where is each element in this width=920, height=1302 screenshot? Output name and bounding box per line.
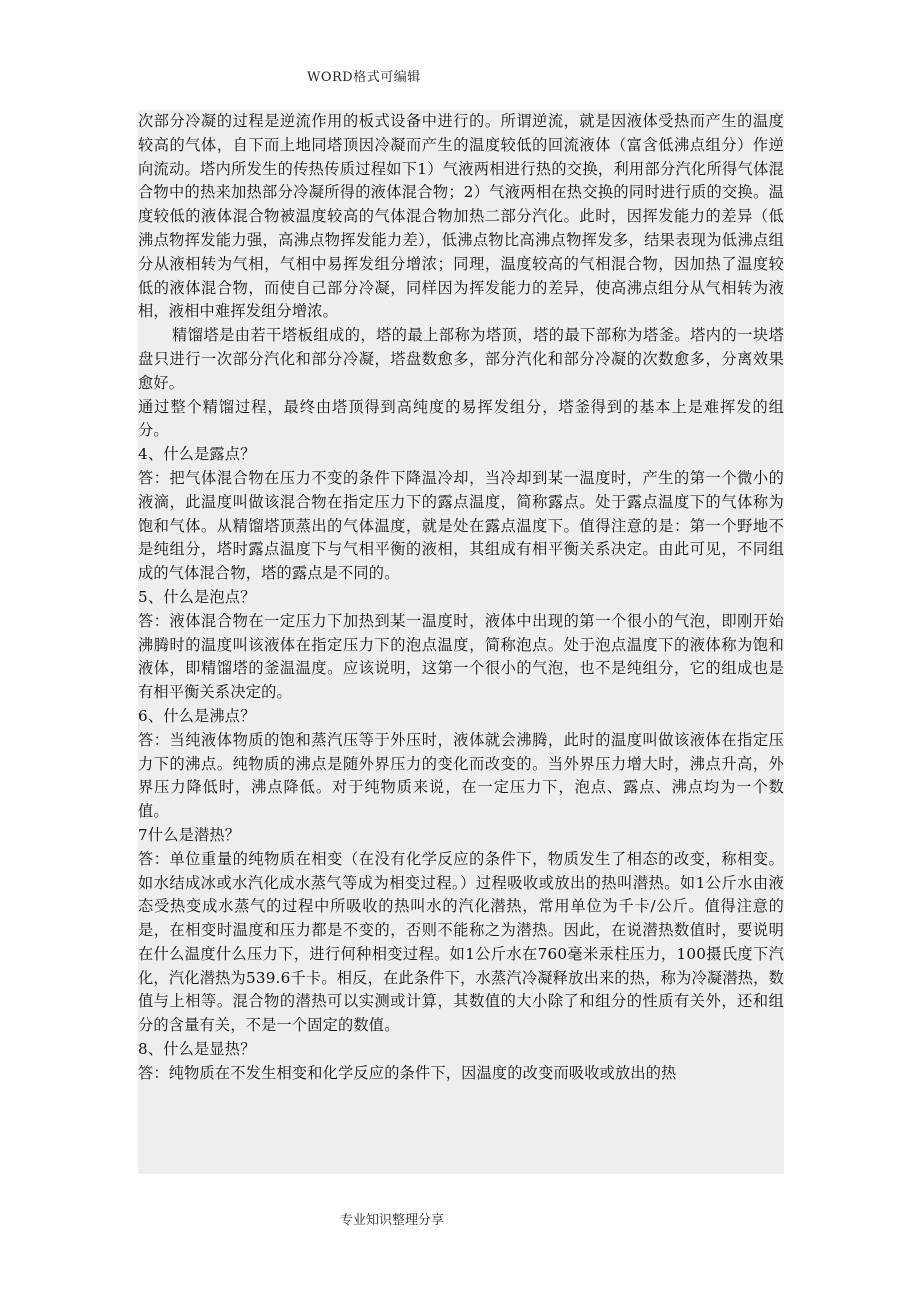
paragraph-tower-structure: 精馏塔是由若干塔板组成的，塔的最上部称为塔顶，塔的最下部称为塔釜。塔内的一块塔盘只进行一次部分汽化和部分冷凝，塔盘数愈多，部分汽化和部分冷凝的次数愈多，分离效果愈好。 <box>138 326 784 392</box>
question-boiling-point: 6、什么是沸点？ <box>138 706 256 725</box>
question-sensible-heat: 8、什么是显热？ <box>138 1040 256 1059</box>
paragraph-counterflow: 次部分冷凝的过程是逆流作用的板式设备中进行的。所谓逆流，就是因液体受热而产生的温度较高的气体，自下而上地同塔顶因冷凝而产生的温度较低的回流液体（富含低沸点组分）作逆向流动。塔内所发生的传热传质过程如下1）气液两相进行热的交换，利用部分汽化所得气体混合物中的热来加热部分冷凝所得的液体混合物；2）气液两相在热交换的同时进行质的交换。温度较低的液体混合物被温度较高的气体混合物加热二部分汽化。此时，因挥发能力的差异（低沸点物挥发能力强，高沸点物挥发能力差），低沸点物比高沸点物挥发多，结果表现为低沸点组分从液相转为气相，气相中易挥发组分增浓；同理，温度较高的气相混合物，因加热了温度较低的液体混合物，而使自己部分冷凝，同样因为挥发能力的差异，使高沸点组分从气相转为液相，液相中难挥发组分增浓。 <box>138 112 784 321</box>
page-footer: 专业知识整理分享 <box>340 1213 445 1228</box>
question-dew-point: 4、什么是露点？ <box>138 445 256 464</box>
answer-sensible-heat: 答：纯物质在不发生相变和化学反应的条件下，因温度的改变而吸收或放出的热 <box>138 1063 677 1082</box>
answer-boiling-point: 答：当纯液体物质的饱和蒸汽压等于外压时，液体就会沸腾，此时的温度叫做该液体在指定压力下的沸点。纯物质的沸点是随外界压力的变化而改变的。当外界压力增大时，沸点升高，外界压力降低时，沸点降低。对于纯物质来说，在一定压力下，泡点、露点、沸点均为一个数值。 <box>138 730 784 821</box>
document-body <box>138 110 784 1174</box>
question-latent-heat: 7什么是潜热？ <box>138 825 241 844</box>
page-header: WORD格式可编辑 <box>307 70 421 85</box>
answer-dew-point: 答：把气体混合物在压力不变的条件下降温冷却，当冷却到某一温度时，产生的第一个微小的液滴，此温度叫做该混合物在指定压力下的露点温度，简称露点。处于露点温度下的气体称为饱和气体。从精馏塔顶蒸出的气体温度，就是处在露点温度下。值得注意的是：第一个野地不是纯组分，塔时露点温度下与气相平衡的液相，其组成有相平衡关系决定。由此可见，不同组成的气体混合物，塔的露点是不同的。 <box>138 468 784 583</box>
answer-latent-heat: 答：单位重量的纯物质在相变（在没有化学反应的条件下，物质发生了相态的改变，称相变。如水结成冰或水汽化成水蒸气等成为相变过程。）过程吸收或放出的热叫潜热。如1公斤水由液态受热变成水蒸气的过程中所吸收的热叫水的汽化潜热，常用单位为千卡/公斤。值得注意的是，在相变时温度和压力都是不变的，否则不能称之为潜热。因此，在说潜热数值时，要说明在什么温度什么压力下，进行何种相变过程。如1公斤水在760毫米汞柱压力，100摄氏度下汽化，汽化潜热为539.6千卡。相反，在此条件下，水蒸汽冷凝释放出来的热，称为冷凝潜热，数值与上相等。混合物的潜热可以实测或计算，其数值的大小除了和组分的性质有关外，还和组分的含量有关，不是一个固定的数值。 <box>138 849 784 1035</box>
paragraph-process-result: 通过整个精馏过程，最终由塔顶得到高纯度的易挥发组分，塔釜得到的基本上是难挥发的组分。 <box>138 397 784 440</box>
question-bubble-point: 5、什么是泡点？ <box>138 587 256 606</box>
answer-bubble-point: 答：液体混合物在一定压力下加热到某一温度时，液体中出现的第一个很小的气泡，即刚开始沸腾时的温度叫该液体在指定压力下的泡点温度，简称泡点。处于泡点温度下的液体称为饱和液体，即精馏塔的釜温温度。应该说明，这第一个很小的气泡，也不是纯组分，它的组成也是有相平衡关系决定的。 <box>138 611 784 702</box>
